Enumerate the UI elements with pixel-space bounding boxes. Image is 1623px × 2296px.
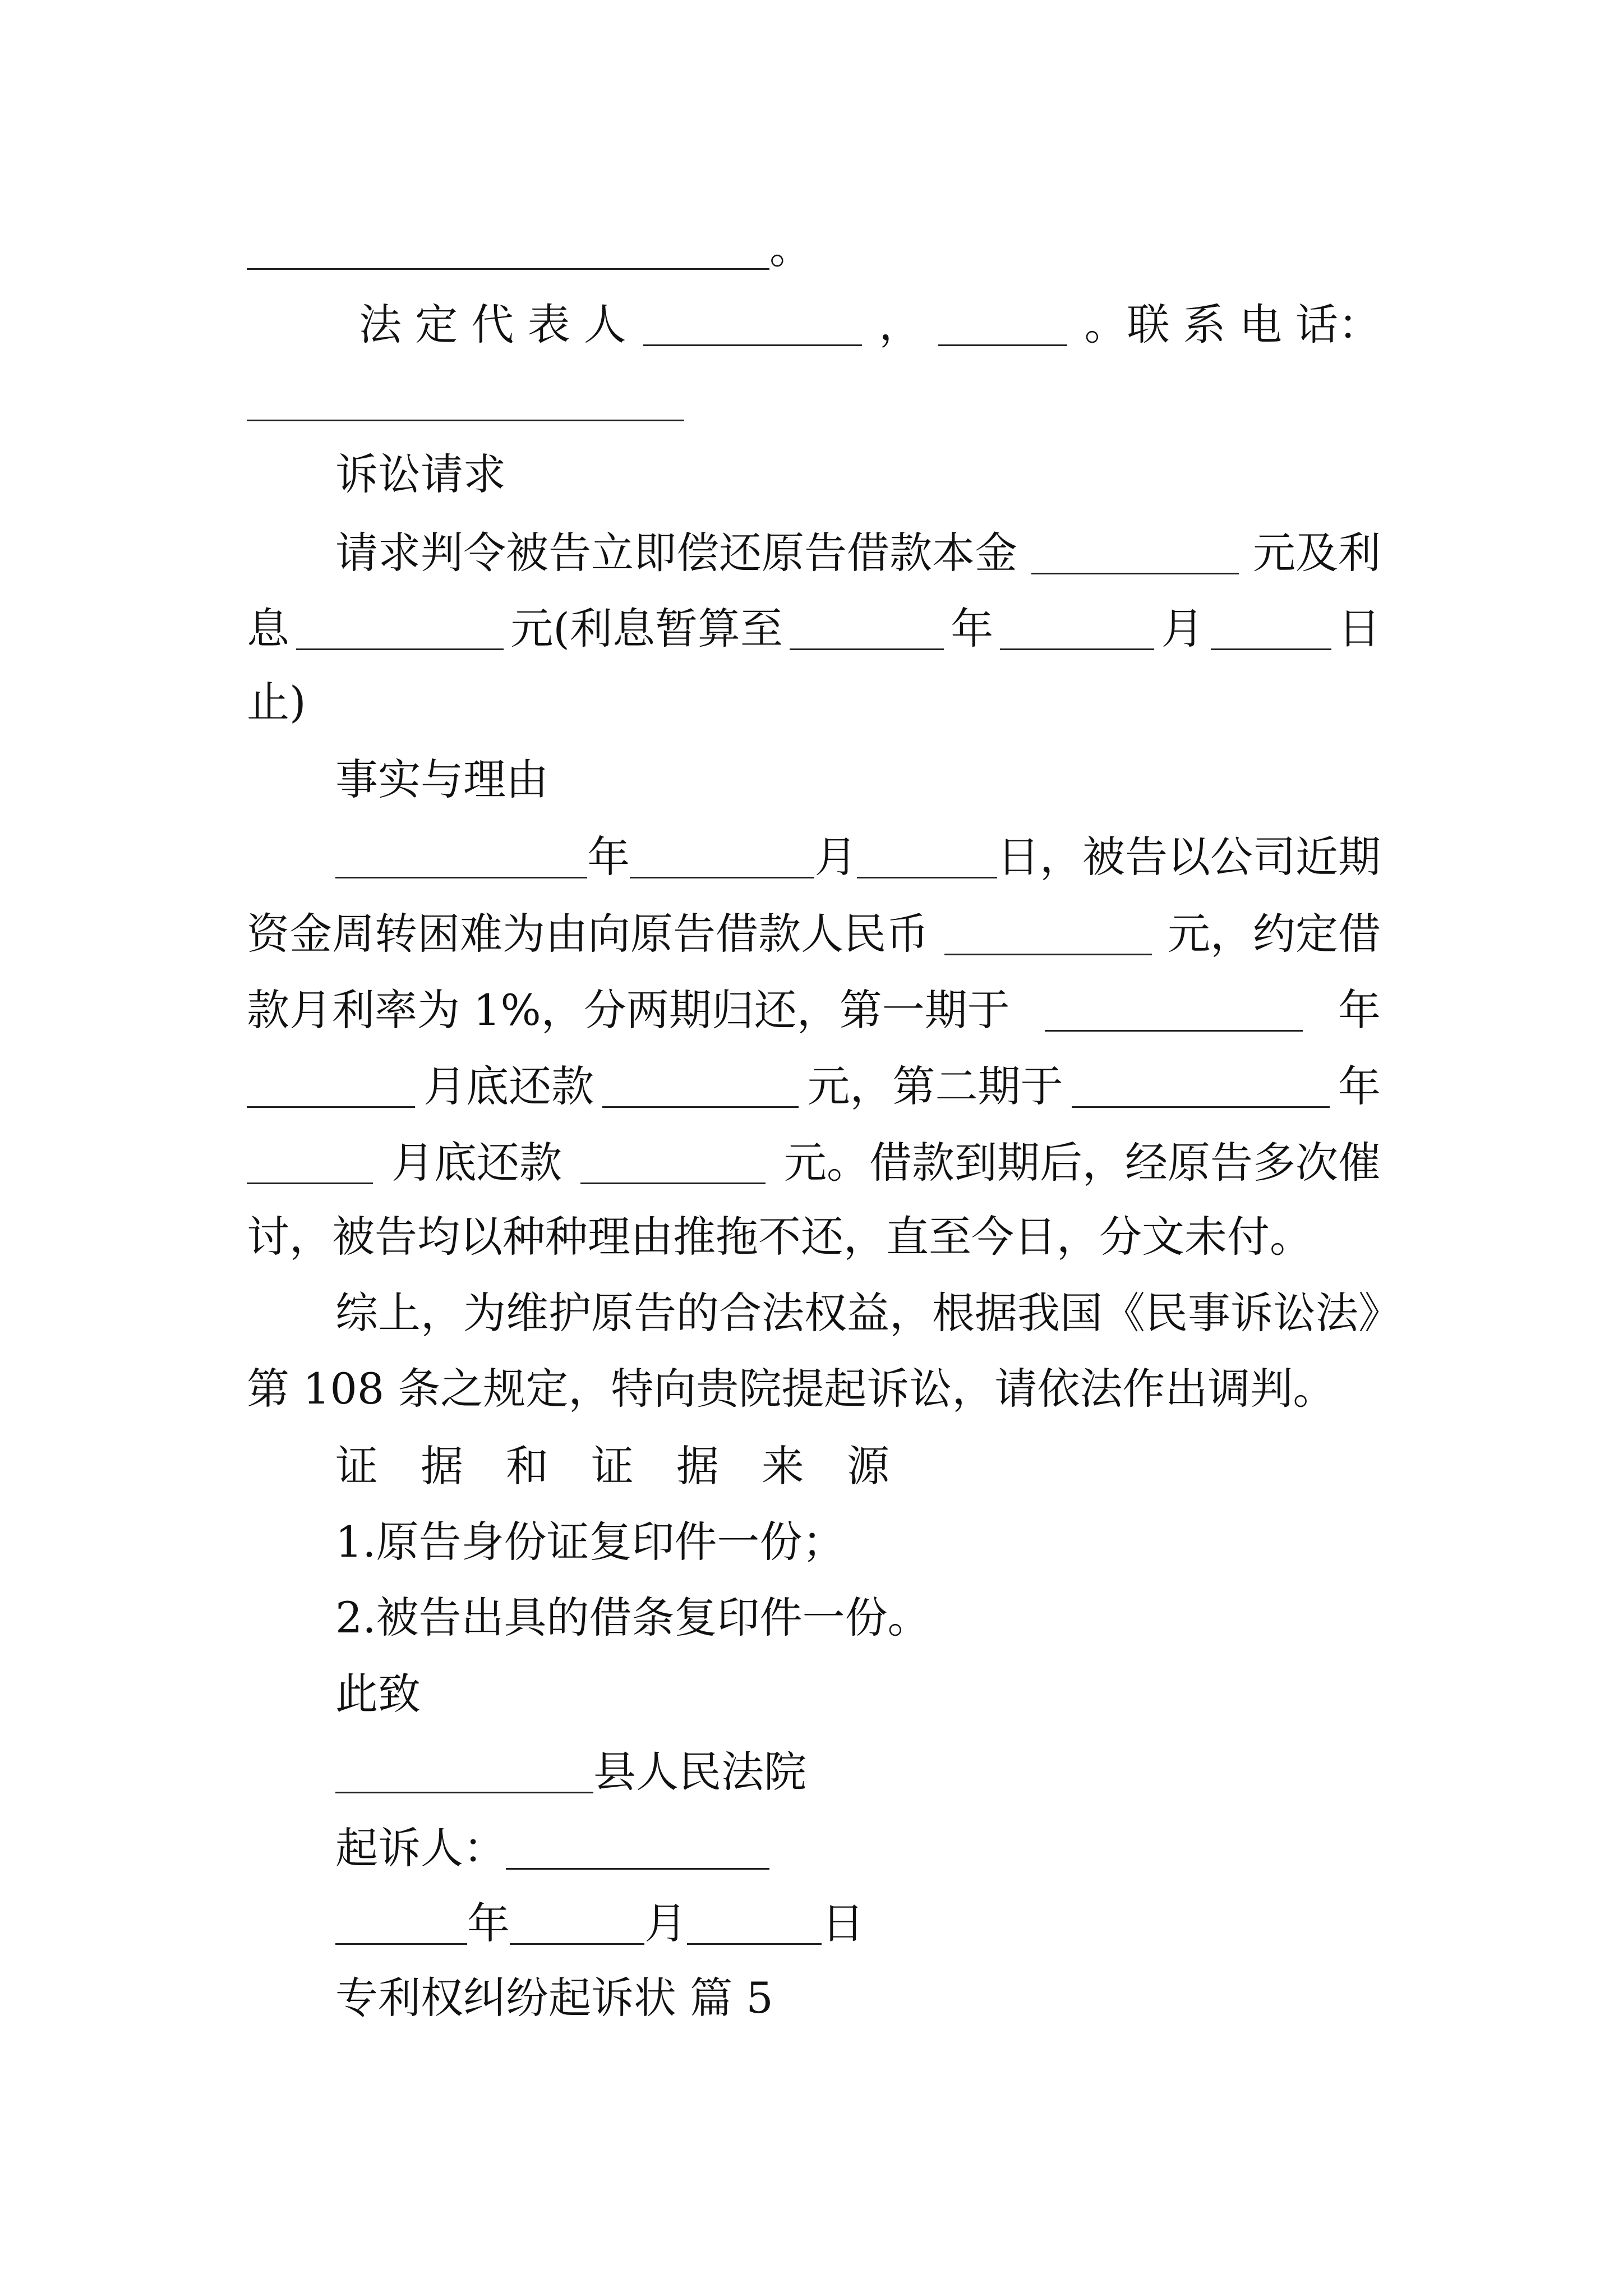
next-section-title: 专利权纠纷起诉状 篇 5	[335, 1973, 773, 2023]
blank-field[interactable]	[335, 834, 587, 878]
blank-field[interactable]	[938, 302, 1067, 346]
doc-line-6: 息 元(利息暂算至 年 月 日	[247, 604, 1381, 654]
list-item: 1.原告身份证复印件一份；	[335, 1517, 845, 1567]
blank-field[interactable]	[1045, 987, 1303, 1032]
doc-line-7: 止)	[247, 677, 306, 727]
doc-line-12: 月底还款 元，第二期于 年	[247, 1064, 1381, 1108]
blank-field[interactable]	[580, 1140, 766, 1184]
doc-line-13: 月底还款 元。借款到期后，经原告多次催	[247, 1140, 1381, 1184]
blank-field[interactable]	[335, 1749, 593, 1793]
doc-line-11: 款月利率为 1%，分两期归还，第一期于 年	[247, 985, 1381, 1035]
section-heading-claims: 诉讼请求	[335, 449, 506, 499]
blank-field[interactable]	[296, 606, 504, 650]
blank-field[interactable]	[1000, 606, 1154, 650]
doc-line-9: 年 月 日，被告以公司近期	[247, 834, 1381, 878]
doc-line-2: 法 定 代 表 人 ， 。联 系 电 话：	[359, 300, 1381, 349]
blank-field[interactable]	[506, 1825, 769, 1870]
section-heading-facts: 事实与理由	[335, 754, 548, 804]
blank-field[interactable]	[247, 377, 684, 421]
doc-line-10: 资金周转困难为由向原告借款人民币 元，约定借	[247, 909, 1381, 959]
blank-field[interactable]	[602, 1064, 799, 1108]
salutation: 此致	[335, 1669, 421, 1719]
blank-field[interactable]	[247, 226, 769, 270]
section-heading-evidence: 证 据 和 证 据 来 源	[335, 1441, 889, 1491]
blank-field[interactable]	[1031, 530, 1239, 574]
blank-field[interactable]	[790, 606, 944, 650]
list-item: 2.被告出具的借条复印件一份。	[335, 1593, 930, 1642]
plaintiff-line: 起诉人：	[335, 1825, 769, 1870]
blank-field[interactable]	[944, 911, 1152, 955]
date-line: 年 月 日	[335, 1901, 864, 1945]
blank-field[interactable]	[335, 1901, 467, 1945]
blank-field[interactable]	[247, 1140, 373, 1184]
doc-line-5: 请求判令被告立即偿还原告借款本金 元及利	[335, 528, 1381, 578]
blank-field[interactable]	[510, 1901, 644, 1945]
blank-field[interactable]	[1072, 1064, 1330, 1108]
blank-field[interactable]	[247, 1064, 415, 1108]
blank-field[interactable]	[630, 834, 814, 878]
doc-line-3	[247, 377, 684, 421]
blank-field[interactable]	[857, 834, 997, 878]
blank-field[interactable]	[643, 302, 862, 346]
court-line: 县人民法院	[335, 1749, 806, 1793]
blank-field[interactable]	[1211, 606, 1331, 650]
doc-line-14: 讨，被告均以种种理由推拖不还，直至今日，分文未付。	[247, 1212, 1312, 1262]
doc-line-1: 。	[247, 226, 812, 270]
doc-line-15: 综上，为维护原告的合法权益，根据我国《民事诉讼法》	[335, 1288, 1401, 1338]
doc-line-16: 第 108 条之规定，特向贵院提起诉讼，请依法作出调判。	[247, 1364, 1336, 1414]
blank-field[interactable]	[687, 1901, 822, 1945]
